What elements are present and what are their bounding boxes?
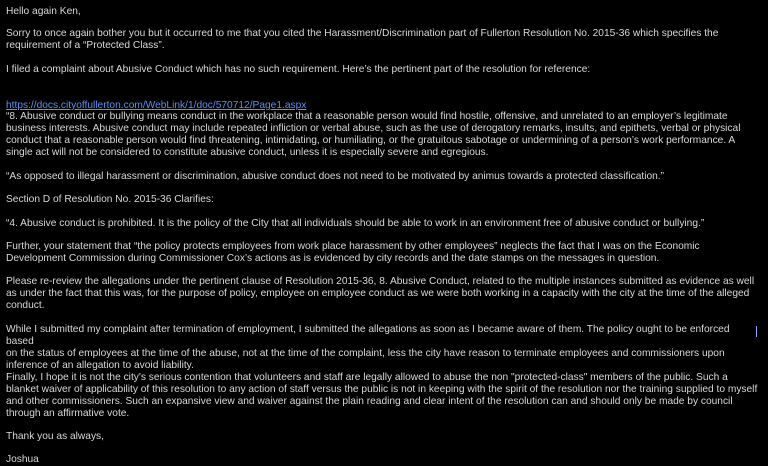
text-cursor	[756, 326, 757, 337]
commission-paragraph: Further, your statement that “the policy protects employees from work place harassment by other employees” neglects the fact that I was on the Economic Development Commission during Commissioner Cox’s actions as is evidenced by city records and the date stamps on the messages in question.	[6, 241, 700, 264]
closing-text: Thank you as always,	[6, 431, 104, 442]
resolution-link[interactable]: https://docs.cityoffullerton.com/WebLink/1/doc/570712/Page1.aspx	[6, 100, 307, 111]
quote-abusive-definition: “8. Abusive conduct or bullying means conduct in the workplace that a reasonable person would find hostile, offensive, and unrelated to an employer’s legitimate business interests. Abusive conduct may include repeated infliction or verbal abuse, such as the use of derogatory remarks, insults, and epithets, verbal or physical conduct that a reasonable person would find threatening, intimidating, or humiliating, or the gratuitous sabotage or undermining of a person’s work performance. A single act will not be considered to constitute abusive conduct, unless it is especially severe and egregious.	[6, 111, 741, 158]
resolution-link-line	[6, 88, 758, 112]
section-d-heading: Section D of Resolution No. 2015-36 Clarifies:	[6, 194, 214, 205]
finally-paragraph: Finally, I hope it is not the city's serious contention that volunteers and staff are legally allowed to abuse the non "protected-class" members of the public. Such a blanket waiver of applicability of this resolution to any action of staff versus the public is not in keeping with the spirit of the resolution nor the training supplied to myself and other commissioners. Such an expansive view and waiver against the plain reading and clear intent of the resolution can and should only be made by council through an affirmative vote.	[6, 372, 758, 419]
intro-paragraph: Sorry to once again bother you but it occurred to me that you cited the Harassment/Discrimination part of Fullerton Resolution No. 2015-36 which specifies the requirement of a “Protected Class”.	[6, 28, 719, 51]
quote-prohibited: “4. Abusive conduct is prohibited. It is the policy of the City that all individuals should be able to work in an environment free of abusive conduct or bullying.”	[6, 218, 705, 229]
signature-text: Joshua	[6, 454, 39, 465]
greeting-text: Hello again Ken,	[6, 6, 81, 17]
termination-paragraph	[6, 324, 758, 372]
quote-animus: “As opposed to illegal harassment or discrimination, abusive conduct does not need to be motivated by animus towards a protected classification.”	[6, 171, 665, 182]
re-review-paragraph: Please re-review the allegations under the pertinent clause of Resolution 2015-36, 8. Abusive Conduct, related to the multiple instances submitted as evidence as well as under the fact that this was, for the purpose of policy, employee on employee conduct as we were both working in a capacity with the city at the time of the alleged conduct.	[6, 276, 755, 311]
termination-text: While I submitted my complaint after termination of employment, I submitted the allegations as soon as I became aware of them. The policy ought to be enforced based on the status of employees at the time of the abuse, not at the time of the complaint, less the city have reason to terminate employees and commissioners upon inference of an allegation to avoid liability.	[6, 324, 730, 371]
complaint-paragraph: I filed a complaint about Abusive Conduct which has no such requirement. Here’s the pertinent part of the resolution for reference:	[6, 64, 591, 75]
